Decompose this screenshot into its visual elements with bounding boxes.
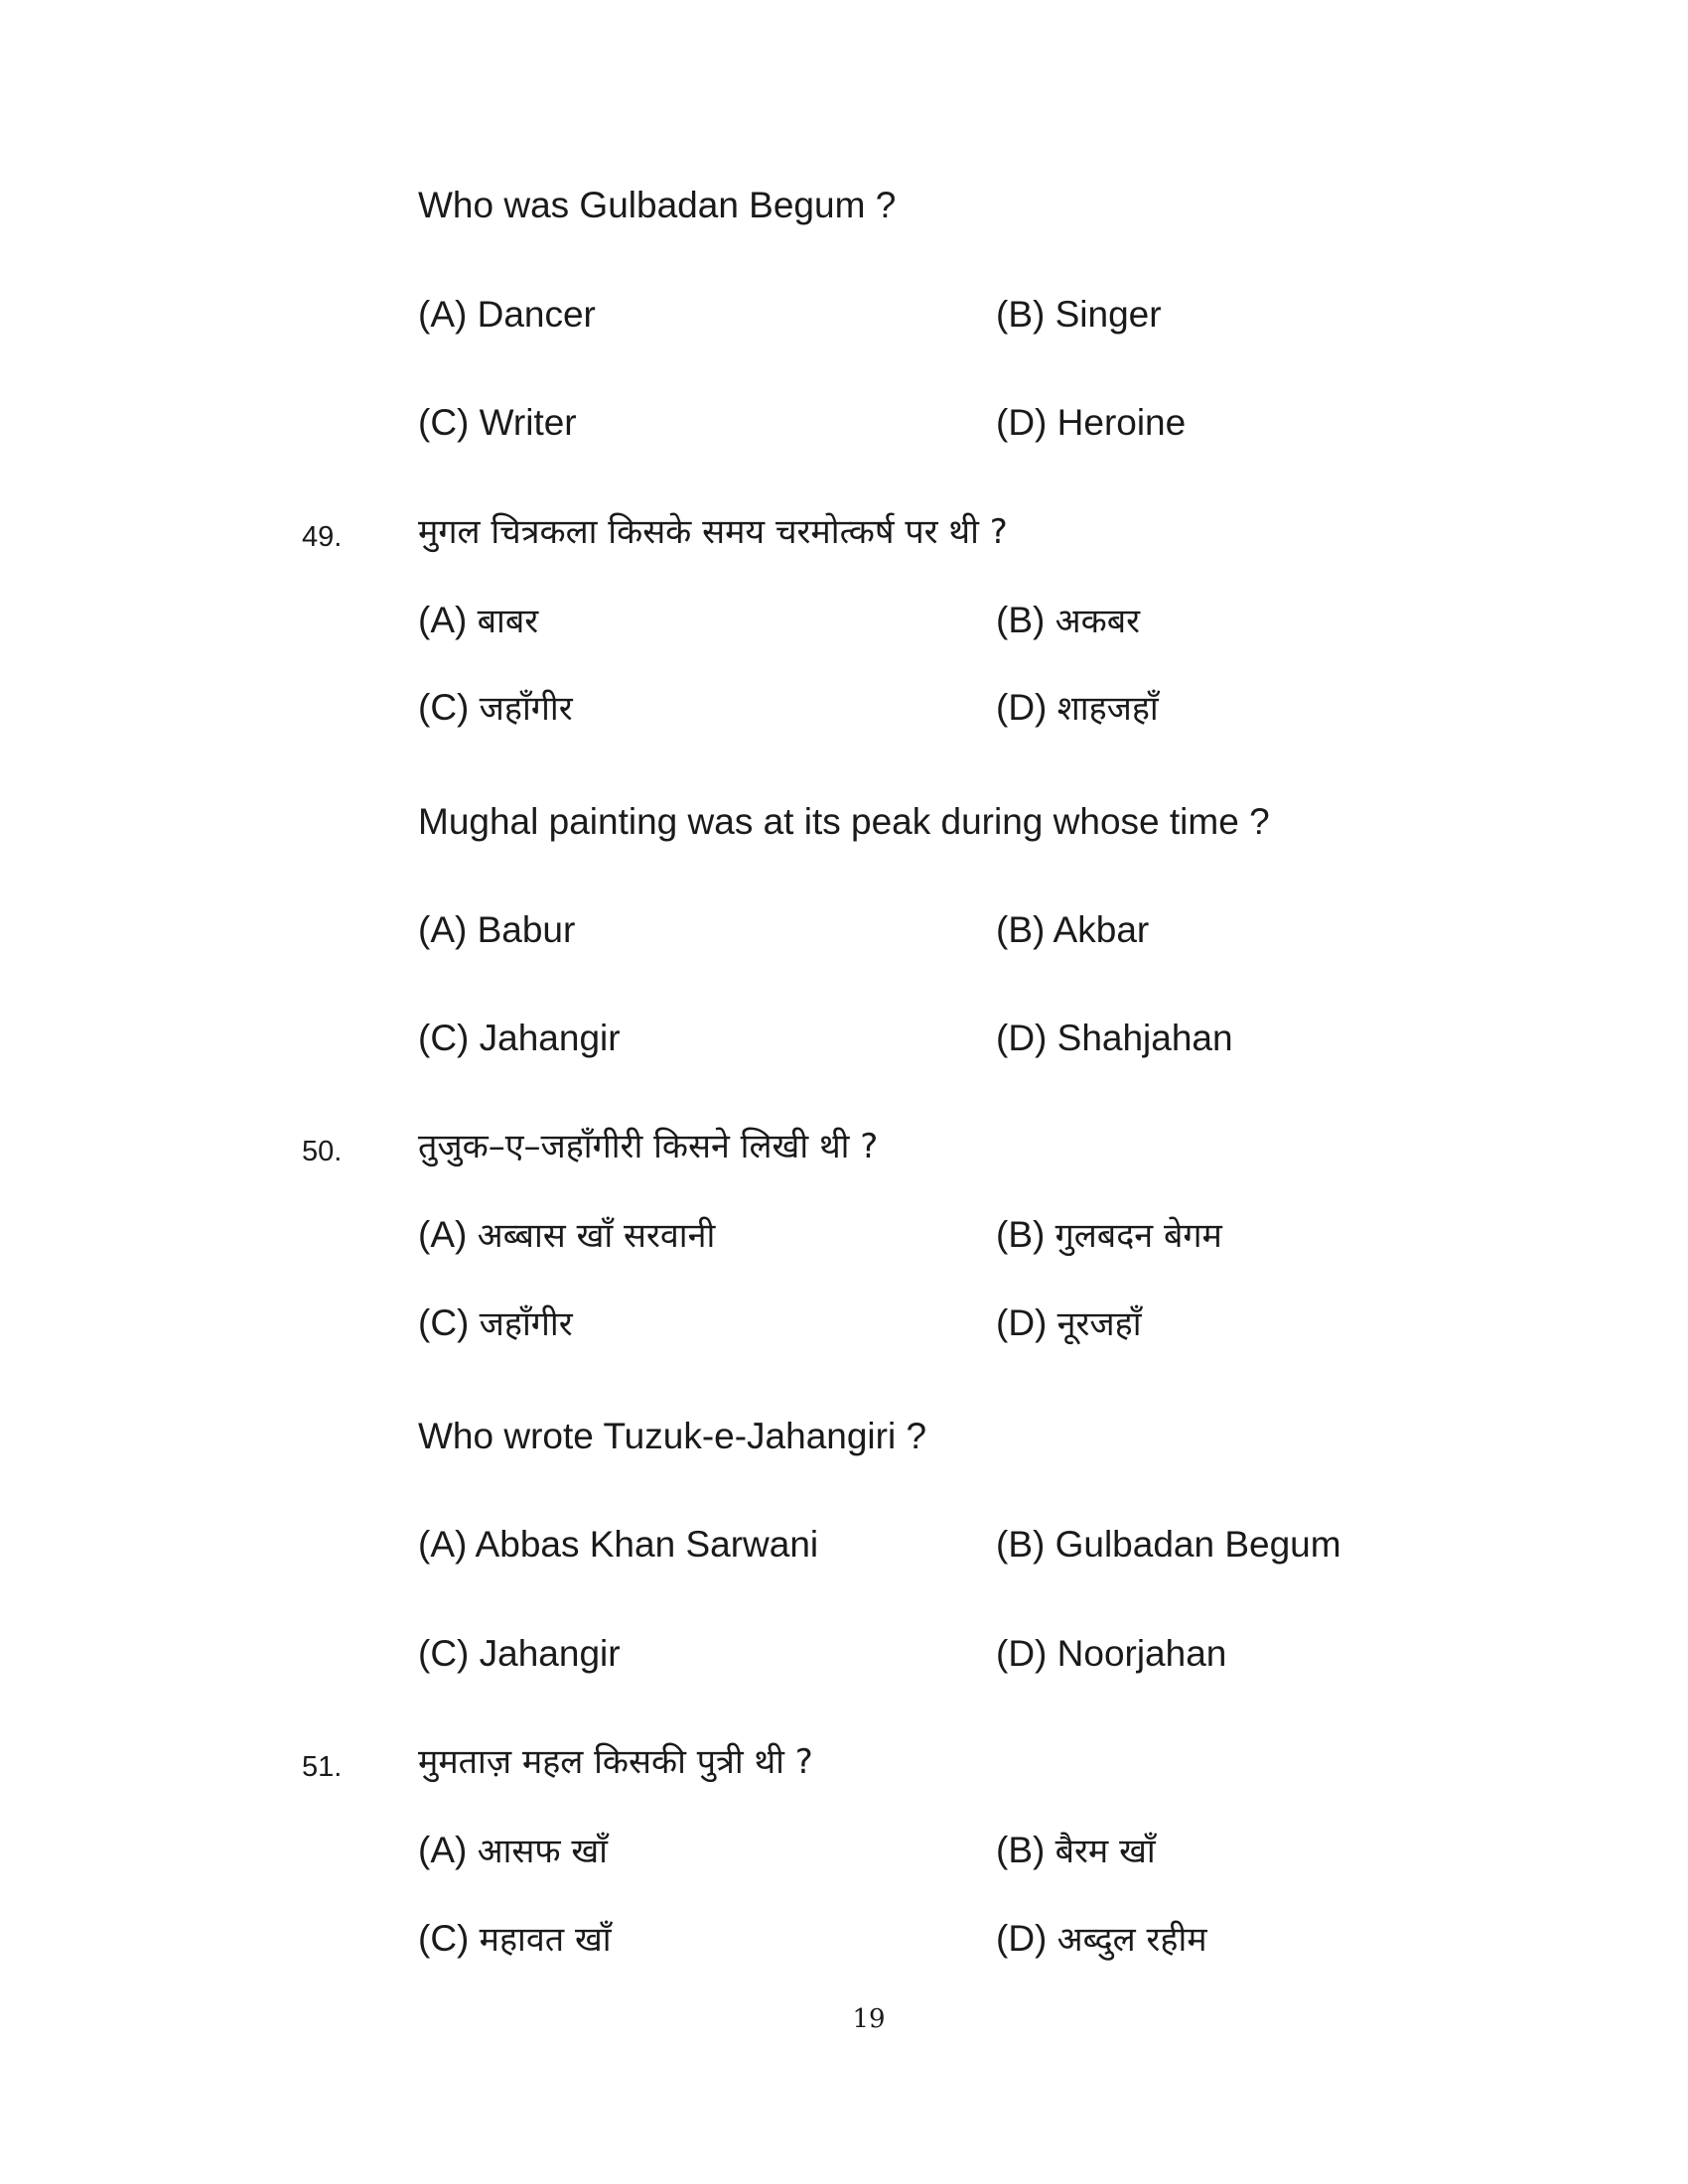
q50-option-d-en: (D) Noorjahan	[996, 1633, 1227, 1674]
q48-question-en: Who was Gulbadan Begum ?	[418, 185, 897, 225]
q49-option-c-hi: (C) जहाँगीर	[418, 687, 573, 729]
q50-option-b-en: (B) Gulbadan Begum	[996, 1524, 1341, 1565]
q51-option-c-hi: (C) महावत खाँ	[418, 1918, 612, 1960]
q50-question-en: Who wrote Tuzuk-e-Jahangiri ?	[418, 1416, 927, 1456]
q49-option-b-hi: (B) अकबर	[996, 600, 1141, 641]
q51-option-d-hi: (D) अब्दुल रहीम	[996, 1918, 1207, 1960]
q50-question-hi: तुजुक–ए–जहाँगीरी किसने लिखी थी ?	[418, 1127, 879, 1166]
q49-option-d-en: (D) Shahjahan	[996, 1018, 1233, 1058]
q48-option-d-en: (D) Heroine	[996, 402, 1187, 443]
q50-number: 50.	[302, 1136, 343, 1167]
page-number: 19	[852, 2004, 886, 2034]
q48-option-b-en: (B) Singer	[996, 294, 1162, 335]
q48-option-a-en: (A) Dancer	[418, 294, 596, 335]
q51-question-hi: मुमताज़ महल किसकी पुत्री थी ?	[418, 1742, 813, 1782]
q50-option-c-hi: (C) जहाँगीर	[418, 1302, 573, 1344]
q51-number: 51.	[302, 1751, 343, 1783]
q49-question-en: Mughal painting was at its peak during whose time ?	[418, 801, 1270, 842]
q49-number: 49.	[302, 521, 343, 553]
q49-option-d-hi: (D) शाहजहाँ	[996, 687, 1159, 729]
q50-option-a-hi: (A) अब्बास खाँ सरवानी	[418, 1214, 716, 1256]
q49-option-a-en: (A) Babur	[418, 909, 576, 950]
q50-option-a-en: (A) Abbas Khan Sarwani	[418, 1524, 819, 1565]
q50-option-b-hi: (B) गुलबदन बेगम	[996, 1214, 1222, 1256]
q51-option-b-hi: (B) बैरम खाँ	[996, 1830, 1156, 1871]
q50-option-c-en: (C) Jahangir	[418, 1633, 621, 1674]
q50-option-d-hi: (D) नूरजहाँ	[996, 1302, 1142, 1344]
q49-option-b-en: (B) Akbar	[996, 909, 1150, 950]
q51-option-a-hi: (A) आसफ खाँ	[418, 1830, 608, 1871]
q49-option-a-hi: (A) बाबर	[418, 600, 539, 641]
q48-option-c-en: (C) Writer	[418, 402, 577, 443]
q49-question-hi: मुगल चित्रकला किसके समय चरमोत्कर्ष पर थी ?	[418, 512, 1008, 552]
q49-option-c-en: (C) Jahangir	[418, 1018, 621, 1058]
